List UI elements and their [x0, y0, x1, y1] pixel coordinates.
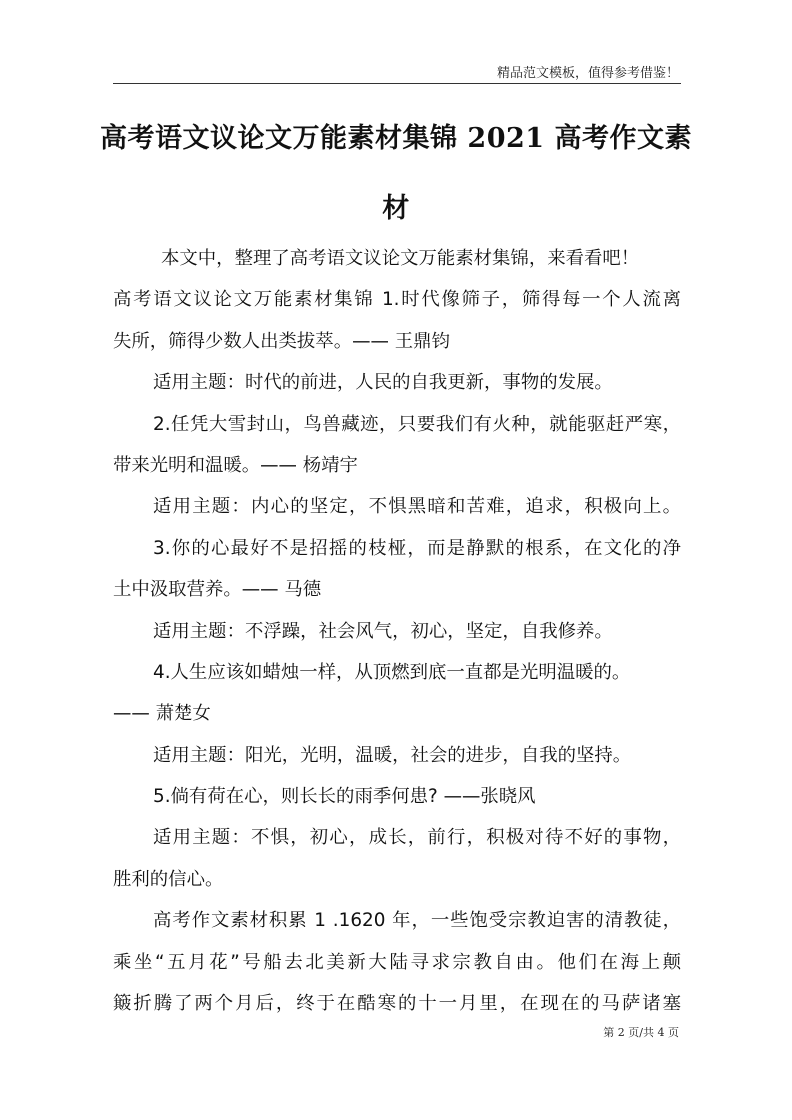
text-line: 适用主题：不惧，初心，成长，前行，积极对待不好的事物， [153, 827, 681, 849]
text-line: 适用主题：不浮躁，社会风气，初心，坚定，自我修养。 [153, 620, 613, 642]
body-text [113, 238, 681, 1024]
text-line: 土中汲取营养。—— 马德 [113, 579, 322, 601]
text-line: 胜利的信心。 [113, 868, 224, 890]
text-line: 3.你的心最好不是招摇的枝桠，而是静默的根系，在文化的净 [153, 537, 681, 559]
text-line: 高考语文议论文万能素材集锦 1.时代像筛子，筛得每一个人流离 [113, 289, 681, 311]
page-header-text: 精品范文模板，值得参考借鉴！ [496, 66, 679, 81]
text-line: 适用主题：内心的坚定，不惧黑暗和苦难，追求，积极向上。 [153, 496, 681, 518]
text-line: 高考作文素材积累 1 .1620 年，一些饱受宗教迫害的清教徒， [153, 910, 681, 932]
text-line: 适用主题：时代的前进，人民的自我更新，事物的发展。 [153, 372, 613, 394]
text-line: 2.任凭大雪封山，鸟兽藏迹，只要我们有火种，就能驱赶严寒， [153, 413, 681, 435]
text-line: 4.人生应该如蜡烛一样，从顶燃到底一直都是光明温暖的。 [153, 661, 631, 683]
text-line: 失所，筛得少数人出类拔萃。—— 王鼎钧 [113, 330, 450, 352]
text-line: 本文中，整理了高考语文议论文万能素材集锦，来看看吧！ [161, 248, 640, 269]
text-line: 5.倘有荷在心，则长长的雨季何患? ——张晓风 [153, 786, 536, 808]
text-line: 带来光明和温暖。—— 杨靖宇 [113, 454, 358, 476]
page-number: 第 2 页/共 4 页 [603, 1026, 679, 1039]
text-line: 簸折腾了两个月后，终于在酷寒的十一月里，在现在的马萨诸塞 [113, 993, 681, 1015]
document-title: 高考语文议论文万能素材集锦 2021 高考作文素材 [100, 123, 692, 224]
text-line: 适用主题：阳光，光明，温暖，社会的进步，自我的坚持。 [153, 744, 632, 766]
text-line: —— 萧楚女 [113, 703, 211, 725]
header-divider [113, 83, 681, 84]
text-line: 乘坐“五月花”号船去北美新大陆寻求宗教自由。他们在海上颠 [113, 951, 681, 973]
